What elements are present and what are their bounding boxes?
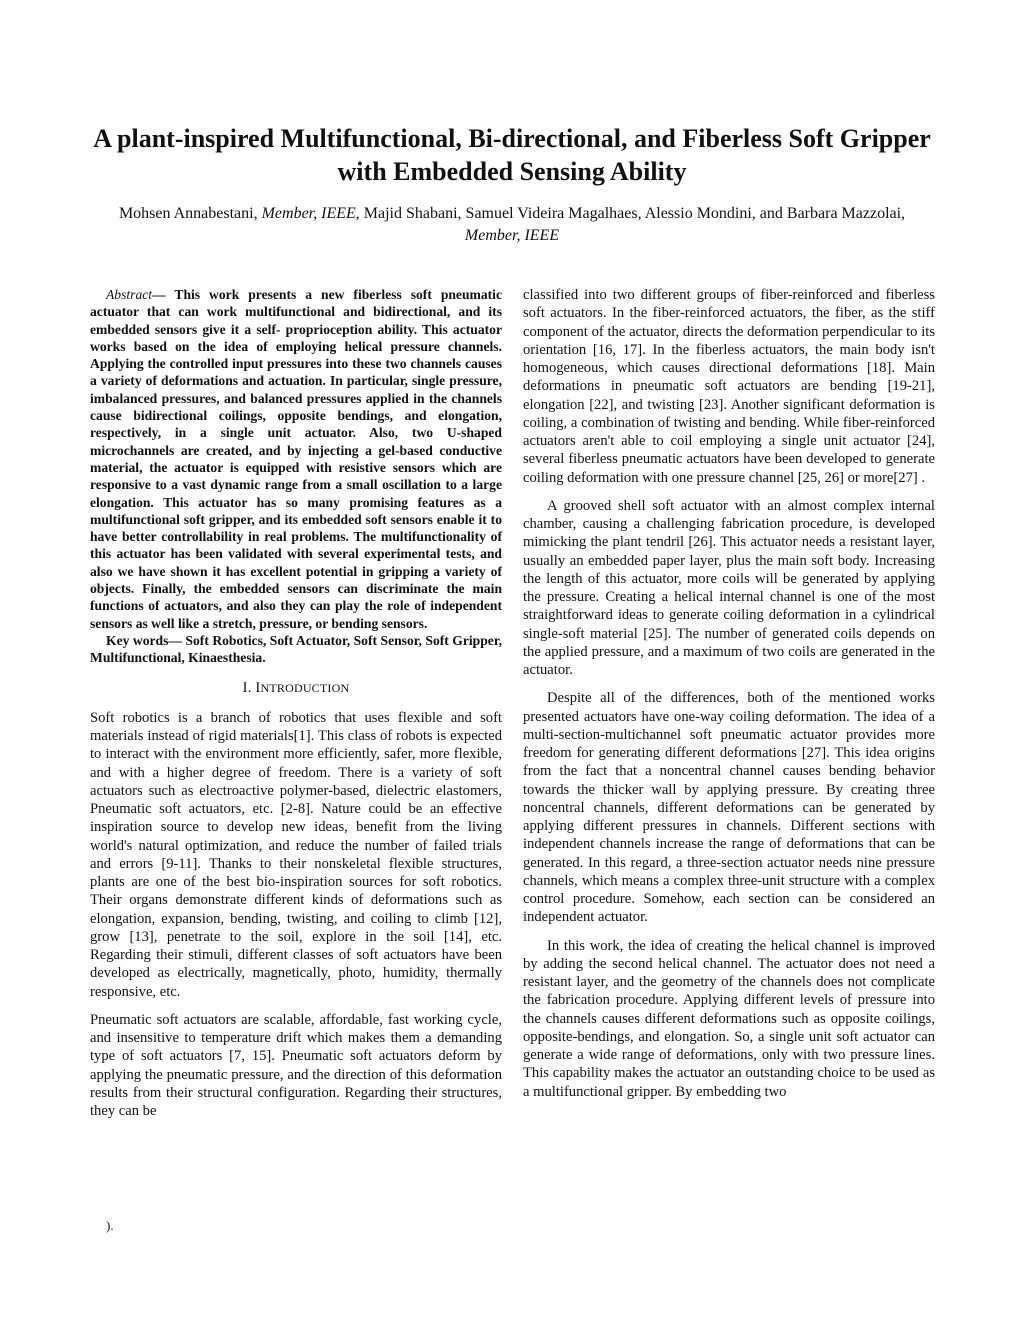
section-heading	[90, 679, 502, 697]
abstract-lead: Abstract	[106, 287, 153, 302]
body-paragraph: Pneumatic soft actuators are scalable, affordable, fast working cycle, and insensitive to temperature drift which makes them a demanding type of soft actuators [7, 15]. Pneumatic soft actuators deform by applying the pneumatic pressure, and the direction of this deformation results from their structural configuration. Regarding their structures, they can be	[90, 1011, 502, 1120]
body-paragraph: classified into two different groups of fiber-reinforced and fiberless soft actuators. In the fiber-reinforced actuators, the fiber, as the stiff component of the actuator, directs the deformation perpendicular to its orientation [16, 17]. In the fiberless actuators, the main body isn't homogeneous, which causes directional deformations [18]. Main deformations in pneumatic soft actuators are bending [19-21], elongation [22], and twisting [23]. Another significant deformation is coiling, a combination of twisting and bending. While fiber-reinforced actuators aren't able to coil employing a single unit actuator [24], several fiberless pneumatic actuators have been developed to generate coiling deformation with one pressure channel [25, 26] or more[27] .	[523, 287, 935, 486]
body-paragraph: Despite all of the differences, both of the mentioned works presented actuators have one-way coiling deformation. The idea of a multi-section-multichannel soft pneumatic actuator provides more freedom for generating different deformations [27]. This idea origins from the fact that a noncentral channel causes bending behavior towards the thicker wall by applying pressure. By creating three noncentral channels, different deformations can be generated by applying different pressures in channels. Different sections with independent channels increase the range of deformations that can be generated. In this regard, a three-section actuator needs nine pressure channels, which means a complex three-unit structure with a complex control procedure. Somehow, each section can be considered an independent actuator.	[523, 690, 935, 926]
section-number: I.	[242, 679, 252, 696]
author-list	[90, 203, 934, 247]
keywords: Key words— Soft Robotics, Soft Actuator, Soft Sensor, Soft Gripper, Multifunctional, Kinaesthesia.	[90, 632, 502, 666]
body-paragraph: Soft robotics is a branch of robotics that uses flexible and soft materials instead of rigid materials[1]. This class of robots is expected to interact with the environment more efficiently, safer, more flexible, and with a higher degree of freedom. There is a variety of soft actuators such as electroactive polymer-based, dielectric elastomers, Pneumatic soft actuators, etc. [2-8]. Nature could be an effective inspiration source to develop new ideas, benefit from the living world's natural optimization, and reduce the number of failed trials and errors [9-11]. Thanks to their nonskeletal flexible structures, plants are one of the best bio-inspiration sources for soft robotics. Their organs demonstrate different kinds of deformations such as elongation, expansion, bending, twisting, and coiling to climb [12], grow [13], penetrate to the soil, explore in the soil [14], etc. Regarding their stimuli, different classes of soft actuators have been developed as electrically, magnetically, photo, humidity, thermally responsive, etc.	[90, 709, 502, 1000]
section-title-initial: I	[255, 679, 261, 696]
section-title-rest: NTRODUCTION	[260, 680, 350, 695]
body-paragraph: A grooved shell soft actuator with an almost complex internal chamber, causing a challenging fabrication procedure, is developed mimicking the plant tendril [26]. This actuator needs a resistant layer, usually an embedded paper layer, plus the main soft body. Increasing the length of this actuator, more coils will be generated by applying the pressure. Creating a helical internal channel is one of the most straightforward ideas to generate coiling deformation in a cylindrical single-soft material [25]. The number of generated coils depends on the applied pressure, and a maximum of two coils are generated in the actuator.	[523, 497, 935, 678]
author-segment: Member, IEEE	[464, 227, 560, 244]
abstract-body: — This work presents a new fiberless soft pneumatic actuator that can work multifunctional and bidirectional, and its embedded sensors give it a self- proprioception ability. This actuator works based on the idea of employing helical pressure channels. Applying the controlled input pressures into these two channels causes a variety of deformations and actuation. In particular, single pressure, imbalanced pressures, and balanced pressures applied in the channels cause bidirectional coilings, opposite bendings, and elongation, respectively, in a single unit actuator. Also, two U-shaped microchannels are created, and by injecting a gel-based conductive material, the actuator is equipped with resistive sensors which are responsive to a vast dynamic range from a small oscillation to a large elongation. This actuator has so many promising features as a multifunctional soft gripper, and its embedded soft sensors enable it to have better controllability in real problems. The multifunctionality of this actuator has been validated with several experimental tests, and also we have shown it has excellent potential in gripping a variety of objects. Finally, the embedded sensors can discriminate the main functions of actuators, and also they can play the role of independent sensors as well like a stretch, pressure, or bending sensors.	[90, 287, 502, 631]
right-column	[523, 286, 935, 1101]
author-segment: Mohsen Annabestani,	[118, 205, 262, 222]
paper-title: A plant-inspired Multifunctional, Bi-directional, and Fiberless Soft Gripper with Embedded Sensing Ability	[93, 124, 931, 186]
abstract	[90, 286, 502, 632]
left-column	[90, 286, 502, 1120]
author-segment: Member, IEEE	[261, 205, 356, 222]
author-segment: , Majid Shabani, Samuel Videira Magalhaes, Alessio Mondini, and Barbara Mazzolai,	[355, 205, 906, 222]
body-paragraph: In this work, the idea of creating the helical channel is improved by adding the second helical channel. The actuator does not need a resistant layer, and the geometry of the channels does not complicate the fabrication procedure. Applying different levels of pressure into the channels causes different deformations such as opposite coilings, opposite-bendings, and elongation. So, a single unit soft actuator can generate a wide range of deformations, only with two pressure lines. This capability makes the actuator an outstanding choice to be used as a multifunctional gripper. By embedding two	[523, 937, 935, 1100]
footnote: ).	[106, 1218, 114, 1233]
